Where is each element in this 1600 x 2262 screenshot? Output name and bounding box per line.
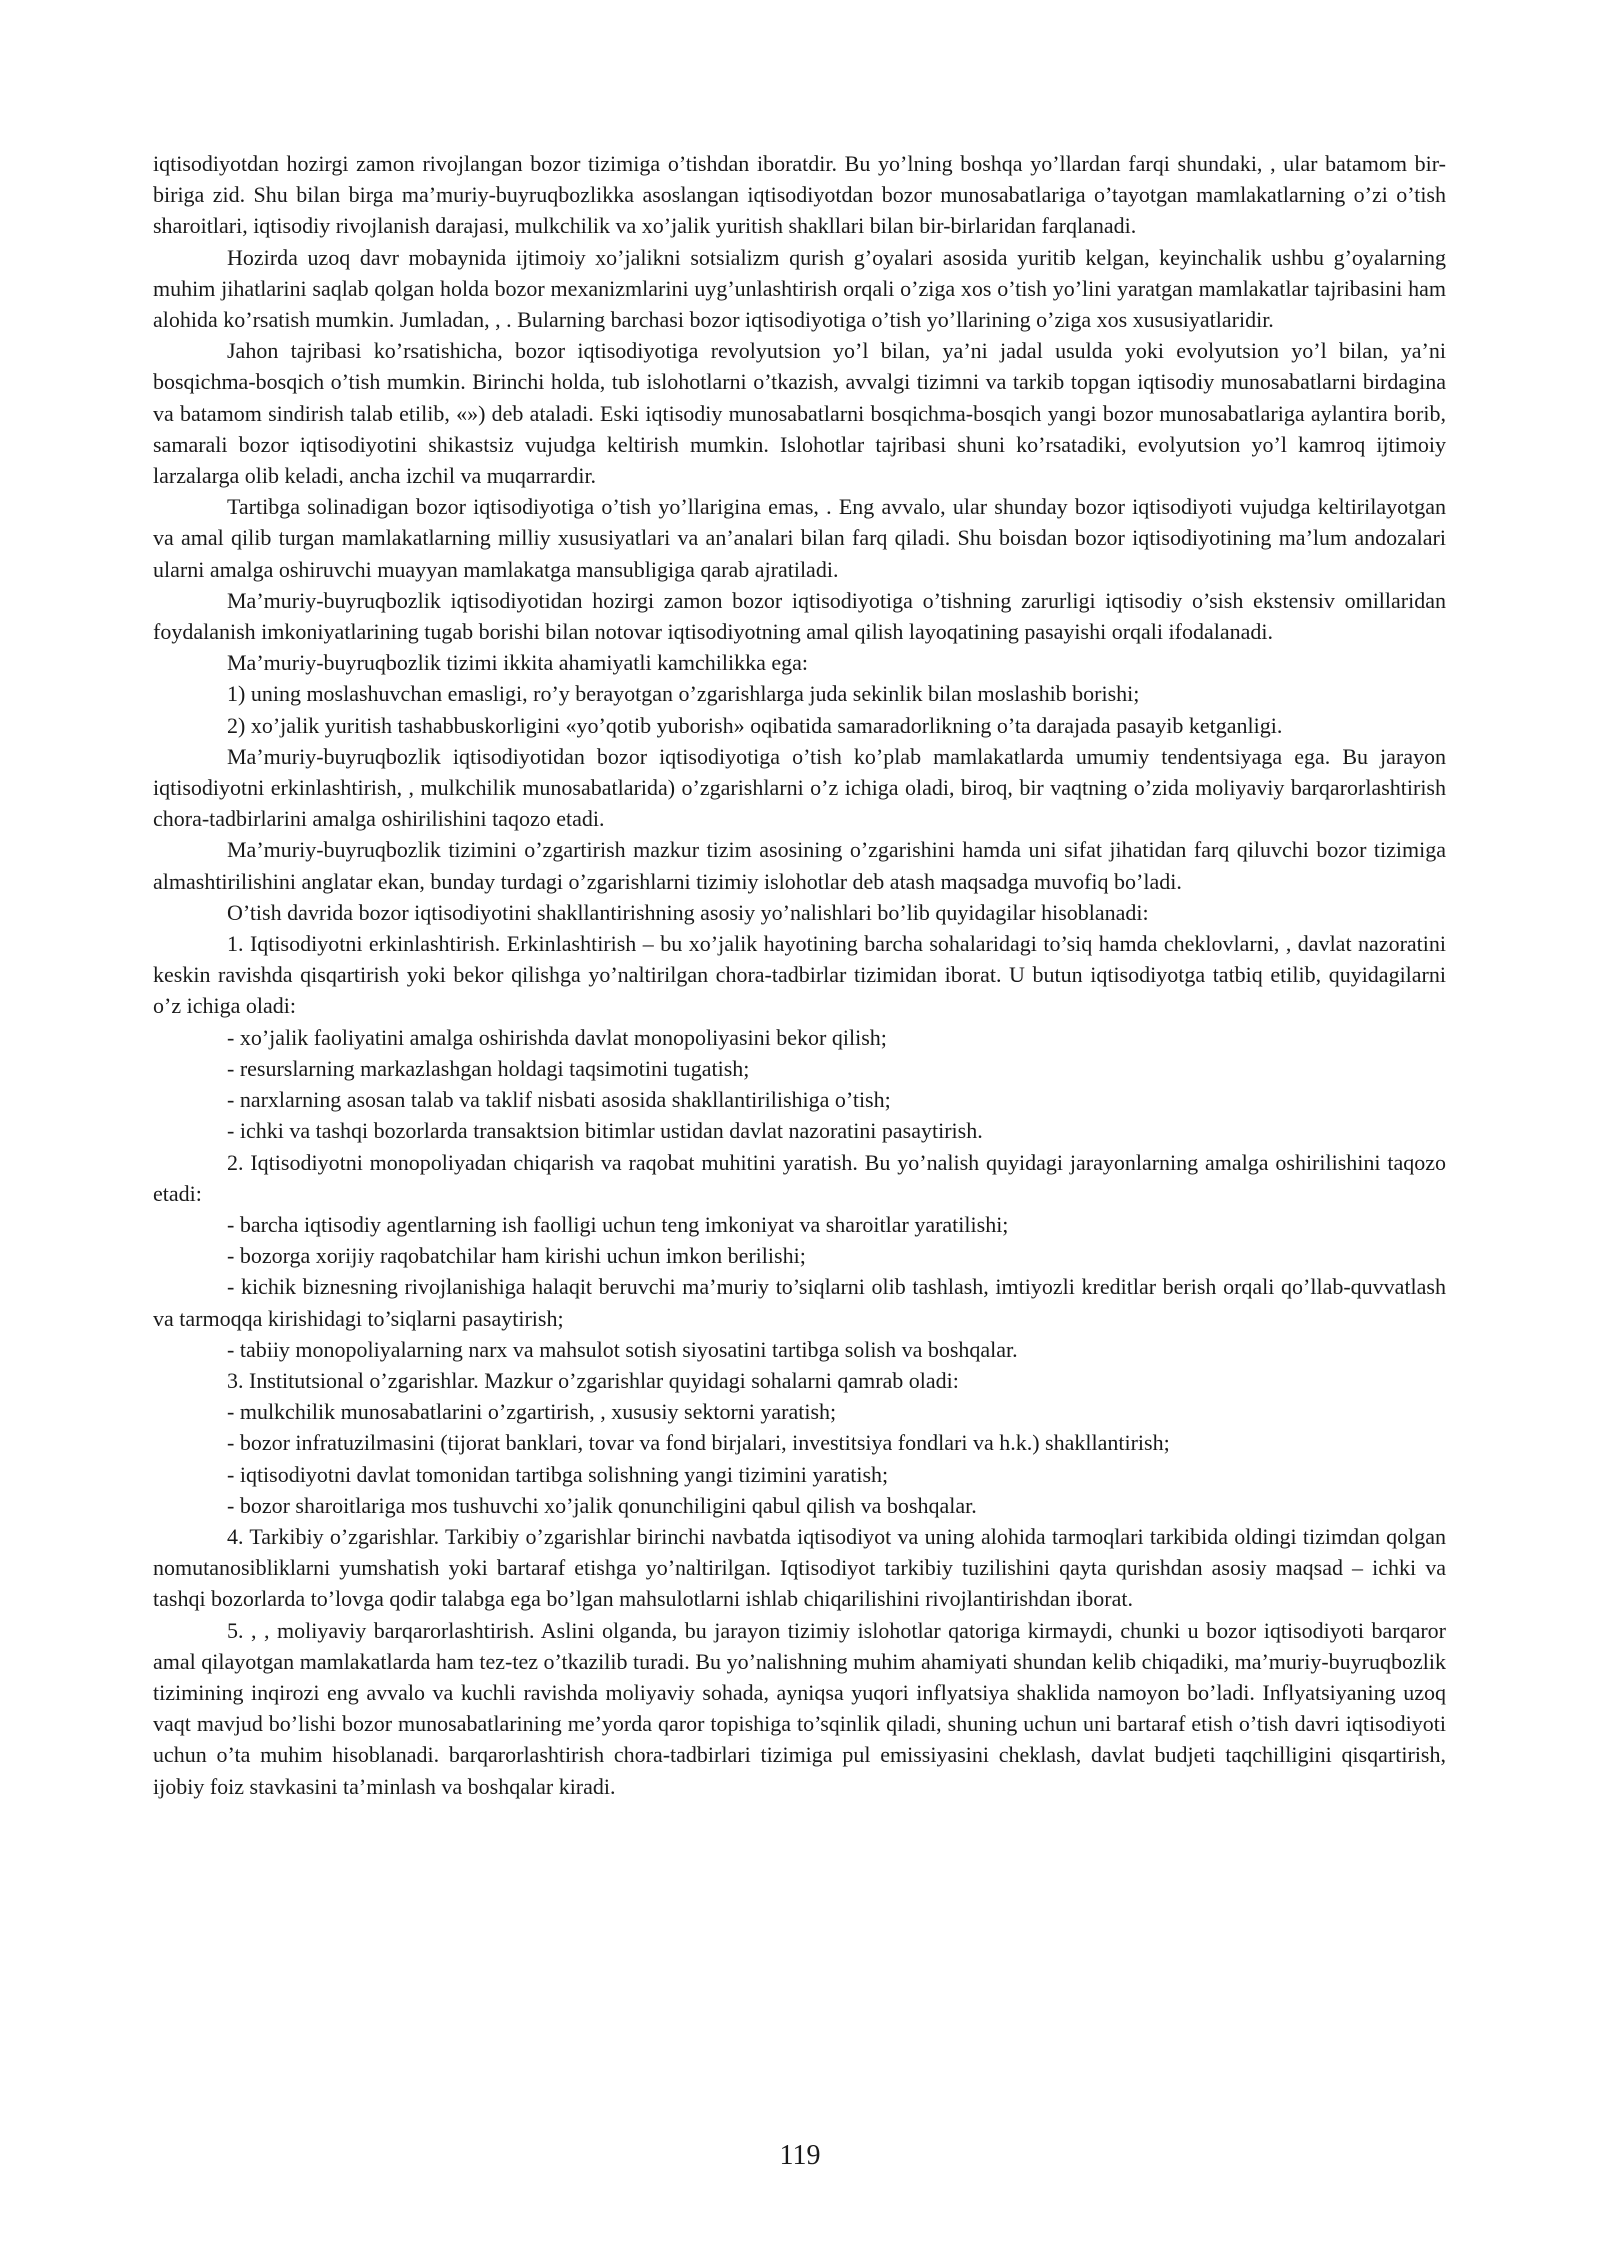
paragraph: Jahon tajribasi ko’rsatishicha, bozor iqtisodiyotiga revolyutsion yo’l bilan, ya’ni jadal usulda yoki evolyutsion yo’l bilan, ya’ni bosqichma-bosqich o’tish mumkin. Birinchi holda, tub islohotlarni o’tkazish, avvalgi tizimni va tarkib topgan iqtisodiy munosabatlarni birdagina va batamom sindirish talab etilib, «») deb ataladi. Eski iqtisodiy munosabatlarni bosqichma-bosqich yangi bozor munosabatlariga aylantira borib, samarali bozor iqtisodiyotini shikastsiz vujudga keltirish mumkin. Islohotlar tajribasi shuni ko’rsatadiki, evolyutsion yo’l kamroq ijtimoiy larzalarga olib keladi, ancha izchil va muqarrardir. — [153, 338, 1446, 489]
list-item: 1) uning moslashuvchan emasligi, ro’y berayotgan o’zgarishlarga juda sekinlik bilan moslashib borishi; — [227, 681, 1140, 707]
paragraph: Ma’muriy-buyruqbozlik tizimini o’zgartirish mazkur tizim asosining o’zgarishini hamda uni sifat jihatidan farq qiluvchi bozor tizimiga almashtirilishini anglatar ekan, bunday turdagi o’zgarishlarni tizimiy islohotlar deb atash maqsadga muvofiq bo’ladi. — [153, 837, 1446, 894]
paragraph: O’tish davrida bozor iqtisodiyotini shakllantirishning asosiy yo’nalishlari bo’lib quyidagilar hisoblanadi: — [227, 899, 1149, 925]
document-body — [153, 148, 1446, 1802]
section-paragraph: 3. Institutsional o’zgarishlar. Mazkur o’zgarishlar quyidagi sohalarni qamrab oladi: — [227, 1367, 959, 1393]
list-item: - mulkchilik munosabatlarini o’zgartirish, , xususiy sektorni yaratish; — [227, 1399, 837, 1425]
list-item: - narxlarning asosan talab va taklif nisbati asosida shakllantirilishiga o’tish; — [227, 1087, 891, 1113]
section-paragraph: 5. , , moliyaviy barqarorlashtirish. Aslini olganda, bu jarayon tizimiy islohotlar qatoriga kirmaydi, chunki u bozor iqtisodiyoti barqaror amal qilayotgan mamlakatlarda ham tez-tez o’tkazilib turadi. Bu yo’nalishning muhim ahamiyati shundan kelib chiqadiki, ma’muriy-buyruqbozlik tizimining inqirozi eng avvalo va kuchli ravishda moliyaviy sohada, ayniqsa yuqori inflyatsiya shaklida namoyon bo’ladi. Inflyatsiyaning uzoq vaqt mavjud bo’lishi bozor munosabatlarining me’yorda qaror topishiga to’sqinlik qiladi, shuning uchun uni bartaraf etish o’tish davri iqtisodiyoti uchun o’ta muhim hisoblanadi. barqarorlashtirish chora-tadbirlari tizimiga pul emissiyasini cheklash, davlat budjeti taqchilligini qisqartirish, ijobiy foiz stavkasini ta’minlash va boshqalar kiradi. — [153, 1617, 1446, 1799]
paragraph: Hozirda uzoq davr mobaynida ijtimoiy xo’jalikni sotsializm qurish g’oyalari asosida yuritib kelgan, keyinchalik ushbu g’oyalarning muhim jihatlarini saqlab qolgan holda bozor mexanizmlarini uyg’unlashtirish orqali o’ziga xos o’tish yo’lini yaratgan mamlakatlar tajribasini ham alohida ko’rsatish mumkin. Jumladan, , . Bularning barchasi bozor iqtisodiyotiga o’tish yo’llarining o’ziga xos xususiyatlaridir. — [153, 244, 1446, 333]
list-item: - resurslarning markazlashgan holdagi taqsimotini tugatish; — [227, 1055, 750, 1081]
section-paragraph: 1. Iqtisodiyotni erkinlashtirish. Erkinlashtirish – bu xo’jalik hayotining barcha sohalaridagi to’siq hamda cheklovlarni, , davlat nazoratini keskin ravishda qisqartirish yoki bekor qilishga yo’naltirilgan chora-tadbirlar tizimidan iborat. U butun iqtisodiyotga tatbiq etilib, quyidagilarni o’z ichiga oladi: — [153, 931, 1446, 1019]
page-number: 119 — [779, 2140, 821, 2171]
paragraph: Ma’muriy-buyruqbozlik iqtisodiyotidan bozor iqtisodiyotiga o’tish ko’plab mamlakatlarda umumiy tendentsiyaga ega. Bu jarayon iqtisodiyotni erkinlashtirish, , mulkchilik munosabatlarida) o’zgarishlarni o’z ichiga oladi, biroq, bir vaqtning o’zida moliyaviy barqarorlashtirish chora-tadbirlarini amalga oshirilishini taqozo etadi. — [153, 743, 1446, 832]
list-item: - bozorga xorijiy raqobatchilar ham kirishi uchun imkon berilishi; — [227, 1243, 806, 1269]
list-item: - ichki va tashqi bozorlarda transaktsion bitimlar ustidan davlat nazoratini pasaytirish. — [227, 1118, 983, 1144]
paragraph: Tartibga solinadigan bozor iqtisodiyotiga o’tish yo’llarigina emas, . Eng avvalo, ular shunday bozor iqtisodiyoti vujudga keltirilayotgan va amal qilib turgan mamlakatlarning milliy xususiyatlari va an’analari bilan farq qiladi. Shu boisdan bozor iqtisodiyotining ma’lum andozalari ularni amalga oshiruvchi muayyan mamlakatga mansubligiga qarab ajratiladi. — [153, 494, 1446, 582]
section-paragraph: 2. Iqtisodiyotni monopoliyadan chiqarish va raqobat muhitini yaratish. Bu yo’nalish quyidagi jarayonlarning amalga oshirilishini taqozo etadi: — [153, 1149, 1446, 1206]
section-paragraph: 4. Tarkibiy o’zgarishlar. Tarkibiy o’zgarishlar birinchi navbatda iqtisodiyot va uning alohida tarmoqlari tarkibida oldingi tizimdan qolgan nomutanosibliklarni yumshatish yoki bartaraf etishga yo’naltirilgan. Iqtisodiyot tarkibiy tuzilishini qayta qurishdan asosiy maqsad – ichki va tashqi bozorlarda to’lovga qodir talabga ega bo’lgan mahsulotlarni ishlab chiqarilishini rivojlantirishdan iborat. — [153, 1523, 1446, 1612]
list-item: - iqtisodiyotni davlat tomonidan tartibga solishning yangi tizimini yaratish; — [227, 1461, 889, 1487]
list-item: - bozor infratuzilmasini (tijorat banklari, tovar va fond birjalari, investitsiya fondlari va h.k.) shakllantirish; — [227, 1430, 1170, 1456]
paragraph: Ma’muriy-buyruqbozlik tizimi ikkita ahamiyatli kamchilikka ega: — [227, 650, 809, 676]
list-item: 2) xo’jalik yuritish tashabbuskorligini «yo’qotib yuborish» oqibatida samaradorlikning o’ta darajada pasayib ketganligi. — [227, 712, 1283, 738]
paragraph: Ma’muriy-buyruqbozlik iqtisodiyotidan hozirgi zamon bozor iqtisodiyotiga o’tishning zarurligi iqtisodiy o’sish ekstensiv omillaridan foydalanish imkoniyatlarining tugab borishi bilan notovar iqtisodiyotning amal qilish layoqatining pasayishi orqali ifodalanadi. — [153, 587, 1446, 645]
list-item: - kichik biznesning rivojlanishiga halaqit beruvchi ma’muriy to’siqlarni olib tashlash, imtiyozli kreditlar berish orqali qo’llab-quvvatlash va tarmoqqa kirishidagi to’siqlarni pasaytirish; — [153, 1274, 1446, 1331]
list-item: - tabiiy monopoliyalarning narx va mahsulot sotish siyosatini tartibga solish va boshqalar. — [227, 1336, 1018, 1362]
list-item: - bozor sharoitlariga mos tushuvchi xo’jalik qonunchiligini qabul qilish va boshqalar. — [227, 1492, 977, 1518]
list-item: - xo’jalik faoliyatini amalga oshirishda davlat monopoliyasini bekor qilish; — [227, 1024, 887, 1050]
list-item: - barcha iqtisodiy agentlarning ish faolligi uchun teng imkoniyat va sharoitlar yaratilishi; — [227, 1211, 1009, 1237]
paragraph: iqtisodiyotdan hozirgi zamon rivojlangan bozor tizimiga o’tishdan iboratdir. Bu yo’lning boshqa yo’llardan farqi shundaki, , ular batamom bir-biriga zid. Shu bilan birga ma’muriy-buyruqbozlikka asoslangan iqtisodiyotdan bozor munosabatlariga o’tayotgan mamlakatlarning o’zi o’tish sharoitlari, iqtisodiy rivojlanish darajasi, mulkchilik va xo’jalik yuritish shakllari bilan bir-birlaridan farqlanadi. — [153, 151, 1446, 239]
